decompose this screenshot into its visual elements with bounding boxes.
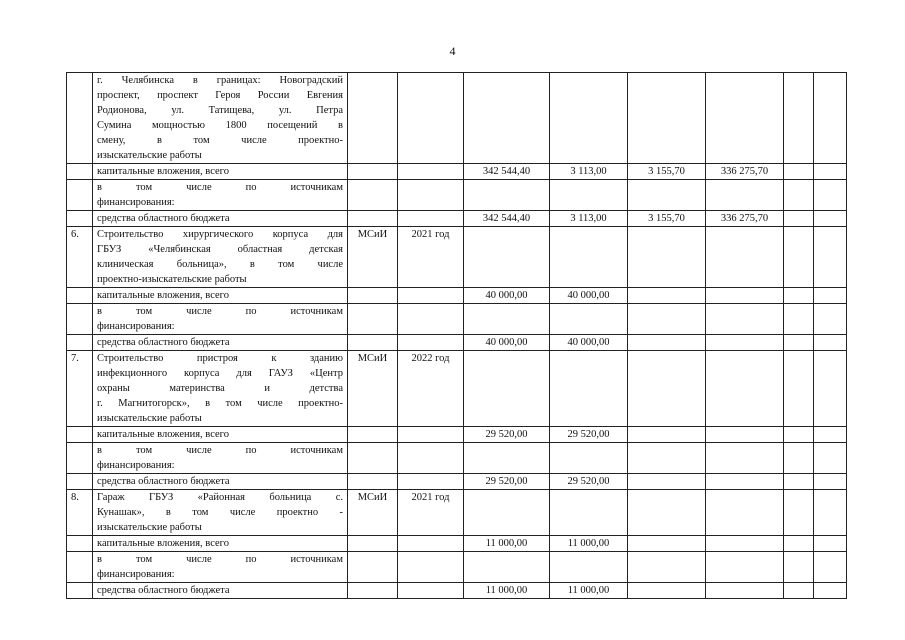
number-cell <box>67 164 93 180</box>
total-amount: 40 000,00 <box>464 335 550 351</box>
number-cell <box>67 180 93 211</box>
empty-cell <box>550 180 628 211</box>
amount-2021: 3 113,00 <box>550 164 628 180</box>
table-row <box>67 164 847 180</box>
description-line: изыскательские работы <box>97 522 202 533</box>
empty-cell <box>348 304 398 335</box>
funding-label: средства областного бюджета <box>93 211 348 227</box>
total-amount: 40 000,00 <box>464 288 550 304</box>
empty-cell <box>398 73 464 164</box>
empty-cell <box>706 73 784 164</box>
table-row <box>67 335 847 351</box>
empty-cell <box>398 583 464 599</box>
empty-cell <box>784 490 814 536</box>
description-line: в том числе по источникам <box>97 445 343 456</box>
empty-cell <box>706 552 784 583</box>
empty-cell <box>814 490 847 536</box>
empty-cell <box>814 73 847 164</box>
empty-cell <box>628 443 706 474</box>
description-cell <box>93 73 348 164</box>
amount-2021: 40 000,00 <box>550 335 628 351</box>
empty-cell <box>784 211 814 227</box>
description-line: г. Челябинска в границах: Новоградский <box>97 75 343 86</box>
number-cell <box>67 73 93 164</box>
empty-cell <box>550 73 628 164</box>
investment-table <box>66 72 847 599</box>
amount-2022: 3 155,70 <box>628 211 706 227</box>
number-cell <box>67 443 93 474</box>
empty-cell <box>398 304 464 335</box>
empty-cell <box>464 552 550 583</box>
table-row <box>67 474 847 490</box>
empty-cell <box>784 73 814 164</box>
page-number: 4 <box>449 44 456 58</box>
empty-cell <box>706 304 784 335</box>
item-number: 7. <box>67 351 93 427</box>
description-line: финансирования: <box>97 321 175 332</box>
description-cell <box>93 552 348 583</box>
implementation-year: 2021 год <box>398 227 464 288</box>
empty-cell <box>628 227 706 288</box>
amount-2022 <box>628 335 706 351</box>
empty-cell <box>814 583 847 599</box>
empty-cell <box>814 552 847 583</box>
empty-cell <box>348 427 398 443</box>
empty-cell <box>814 211 847 227</box>
empty-cell <box>628 73 706 164</box>
total-amount: 29 520,00 <box>464 427 550 443</box>
empty-cell <box>550 351 628 427</box>
empty-cell <box>628 304 706 335</box>
implementation-year: 2022 год <box>398 351 464 427</box>
responsible-org: МСиИ <box>348 351 398 427</box>
description-line: в том числе по источникам <box>97 306 343 317</box>
item-number: 8. <box>67 490 93 536</box>
empty-cell <box>784 288 814 304</box>
description-line: проспект, проспект Героя России Евгения <box>97 90 343 101</box>
amount-2021: 11 000,00 <box>550 536 628 552</box>
empty-cell <box>398 164 464 180</box>
empty-cell <box>464 304 550 335</box>
description-line: ГБУЗ «Челябинская областная детская <box>97 244 343 255</box>
number-cell <box>67 427 93 443</box>
empty-cell <box>784 443 814 474</box>
empty-cell <box>550 490 628 536</box>
empty-cell <box>398 288 464 304</box>
empty-cell <box>814 335 847 351</box>
amount-2021: 29 520,00 <box>550 427 628 443</box>
empty-cell <box>348 288 398 304</box>
total-amount: 342 544,40 <box>464 211 550 227</box>
description-line: финансирования: <box>97 460 175 471</box>
empty-cell <box>814 288 847 304</box>
empty-cell <box>550 304 628 335</box>
amount-2023 <box>706 288 784 304</box>
amount-2023 <box>706 536 784 552</box>
empty-cell <box>398 180 464 211</box>
empty-cell <box>784 304 814 335</box>
funding-label: средства областного бюджета <box>93 474 348 490</box>
number-cell <box>67 304 93 335</box>
table-row <box>67 552 847 583</box>
amount-2022 <box>628 536 706 552</box>
empty-cell <box>784 227 814 288</box>
empty-cell <box>464 490 550 536</box>
table-row <box>67 180 847 211</box>
table-row <box>67 490 847 536</box>
amount-2022 <box>628 474 706 490</box>
empty-cell <box>348 211 398 227</box>
amount-2022 <box>628 427 706 443</box>
empty-cell <box>550 552 628 583</box>
amount-2021: 40 000,00 <box>550 288 628 304</box>
amount-2022 <box>628 583 706 599</box>
description-line: проектно-изыскательские работы <box>97 274 247 285</box>
description-cell <box>93 227 348 288</box>
amount-2023: 336 275,70 <box>706 211 784 227</box>
empty-cell <box>348 583 398 599</box>
table-row <box>67 427 847 443</box>
description-cell <box>93 180 348 211</box>
empty-cell <box>784 474 814 490</box>
total-amount: 11 000,00 <box>464 536 550 552</box>
number-cell <box>67 211 93 227</box>
description-line: инфекционного корпуса для ГАУЗ «Центр <box>97 368 343 379</box>
empty-cell <box>814 427 847 443</box>
table-row <box>67 73 847 164</box>
empty-cell <box>550 227 628 288</box>
funding-label: капитальные вложения, всего <box>93 164 348 180</box>
table-body <box>67 73 847 599</box>
description-line: охраны материнства и детства <box>97 383 343 394</box>
description-line: изыскательские работы <box>97 413 202 424</box>
item-number: 6. <box>67 227 93 288</box>
empty-cell <box>784 351 814 427</box>
empty-cell <box>398 427 464 443</box>
description-cell <box>93 351 348 427</box>
empty-cell <box>464 351 550 427</box>
responsible-org: МСиИ <box>348 227 398 288</box>
amount-2021: 3 113,00 <box>550 211 628 227</box>
empty-cell <box>398 335 464 351</box>
empty-cell <box>706 443 784 474</box>
empty-cell <box>348 180 398 211</box>
empty-cell <box>814 164 847 180</box>
description-line: в том числе по источникам <box>97 554 343 565</box>
description-cell <box>93 443 348 474</box>
empty-cell <box>628 552 706 583</box>
number-cell <box>67 474 93 490</box>
empty-cell <box>464 227 550 288</box>
table-row <box>67 351 847 427</box>
empty-cell <box>464 73 550 164</box>
description-line: г. Магнитогорск», в том числе проектно- <box>97 398 343 409</box>
description-line: Строительство хирургического корпуса для <box>97 229 343 240</box>
amount-2021: 29 520,00 <box>550 474 628 490</box>
empty-cell <box>398 211 464 227</box>
description-line: клиническая больница», в том числе <box>97 259 343 270</box>
empty-cell <box>784 164 814 180</box>
description-line: смену, в том числе проектно- <box>97 135 343 146</box>
description-line: Родионова, ул. Татищева, ул. Петра <box>97 105 343 116</box>
empty-cell <box>706 227 784 288</box>
empty-cell <box>348 335 398 351</box>
empty-cell <box>628 351 706 427</box>
amount-2023: 336 275,70 <box>706 164 784 180</box>
description-line: изыскательские работы <box>97 150 202 161</box>
implementation-year: 2021 год <box>398 490 464 536</box>
empty-cell <box>814 227 847 288</box>
empty-cell <box>348 536 398 552</box>
empty-cell <box>706 180 784 211</box>
table-row <box>67 304 847 335</box>
empty-cell <box>348 443 398 474</box>
table-row <box>67 211 847 227</box>
description-line: в том числе по источникам <box>97 182 343 193</box>
number-cell <box>67 335 93 351</box>
amount-2023 <box>706 583 784 599</box>
empty-cell <box>550 443 628 474</box>
empty-cell <box>464 443 550 474</box>
empty-cell <box>348 164 398 180</box>
empty-cell <box>784 180 814 211</box>
empty-cell <box>464 180 550 211</box>
description-cell <box>93 490 348 536</box>
funding-label: капитальные вложения, всего <box>93 427 348 443</box>
empty-cell <box>348 474 398 490</box>
description-line: Строительство пристроя к зданию <box>97 353 343 364</box>
empty-cell <box>784 536 814 552</box>
table-row <box>67 443 847 474</box>
funding-label: капитальные вложения, всего <box>93 536 348 552</box>
empty-cell <box>628 180 706 211</box>
table-row <box>67 536 847 552</box>
empty-cell <box>398 536 464 552</box>
empty-cell <box>348 73 398 164</box>
empty-cell <box>398 443 464 474</box>
description-line: финансирования: <box>97 197 175 208</box>
empty-cell <box>814 474 847 490</box>
number-cell <box>67 288 93 304</box>
empty-cell <box>814 536 847 552</box>
total-amount: 29 520,00 <box>464 474 550 490</box>
amount-2022 <box>628 288 706 304</box>
empty-cell <box>814 351 847 427</box>
description-line: Сумина мощностью 1800 посещений в <box>97 120 343 131</box>
description-cell <box>93 304 348 335</box>
empty-cell <box>784 552 814 583</box>
amount-2023 <box>706 474 784 490</box>
description-line: финансирования: <box>97 569 175 580</box>
amount-2022: 3 155,70 <box>628 164 706 180</box>
table-row <box>67 227 847 288</box>
table-row <box>67 583 847 599</box>
funding-label: средства областного бюджета <box>93 583 348 599</box>
table-row <box>67 288 847 304</box>
funding-label: средства областного бюджета <box>93 335 348 351</box>
total-amount: 11 000,00 <box>464 583 550 599</box>
empty-cell <box>398 552 464 583</box>
number-cell <box>67 583 93 599</box>
amount-2023 <box>706 427 784 443</box>
empty-cell <box>784 335 814 351</box>
number-cell <box>67 552 93 583</box>
empty-cell <box>706 351 784 427</box>
empty-cell <box>348 552 398 583</box>
empty-cell <box>398 474 464 490</box>
number-cell <box>67 536 93 552</box>
total-amount: 342 544,40 <box>464 164 550 180</box>
description-line: Кунашак», в том числе проектно - <box>97 507 343 518</box>
empty-cell <box>814 443 847 474</box>
empty-cell <box>814 180 847 211</box>
amount-2023 <box>706 335 784 351</box>
empty-cell <box>784 427 814 443</box>
empty-cell <box>814 304 847 335</box>
empty-cell <box>628 490 706 536</box>
empty-cell <box>784 583 814 599</box>
responsible-org: МСиИ <box>348 490 398 536</box>
funding-label: капитальные вложения, всего <box>93 288 348 304</box>
amount-2021: 11 000,00 <box>550 583 628 599</box>
description-line: Гараж ГБУЗ «Районная больница с. <box>97 492 343 503</box>
empty-cell <box>706 490 784 536</box>
